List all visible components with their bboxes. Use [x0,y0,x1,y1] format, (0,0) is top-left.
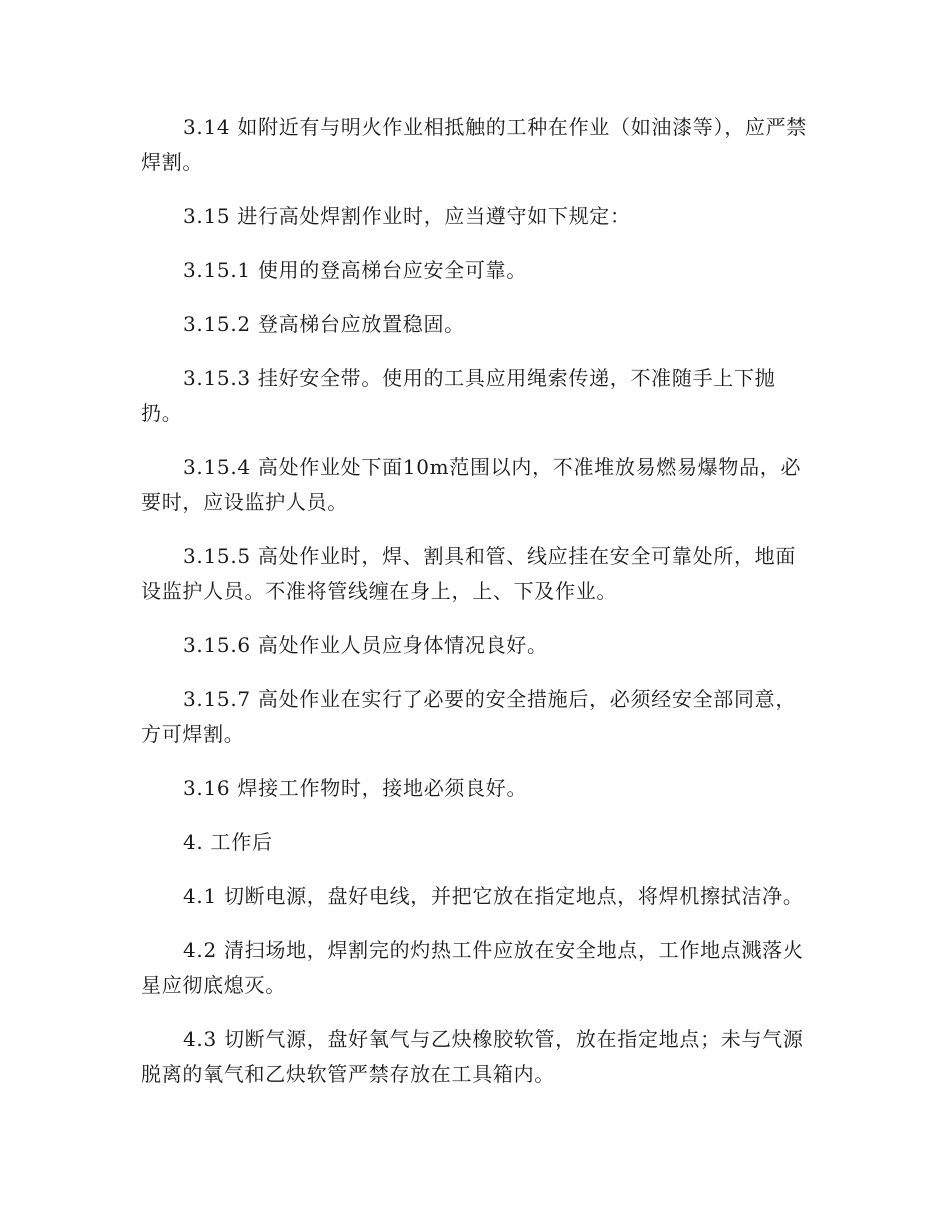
clause-3-15-5: 3.15.5 高处作业时，焊、割具和管、线应挂在安全可靠处所，地面设监护人员。不准将管线缠在身上，上、下及作业。 [141,544,797,603]
clause-4-1: 4.1 切断电源，盘好电线，并把它放在指定地点，将焊机擦拭洁净。 [183,884,804,908]
clause-4-3: 4.3 切断气源，盘好氧气与乙炔橡胶软管，放在指定地点；未与气源脱离的氧气和乙炔软管严禁存放在工具箱内。 [141,1027,804,1086]
clause-3-15-4: 3.15.4 高处作业处下面10m范围以内，不准堆放易燃易爆物品，必要时，应设监护人员。 [141,455,802,514]
clause-3-16: 3.16 焊接工作物时，接地必须良好。 [183,776,528,800]
clause-3-15-7: 3.15.7 高处作业在实行了必要的安全措施后，必须经安全部同意，方可焊割。 [141,687,797,746]
section-4-heading: 4. 工作后 [183,830,273,854]
clause-3-15: 3.15 进行高处焊割作业时，应当遵守如下规定： [183,204,631,228]
clause-3-15-2: 3.15.2 登高梯台应放置稳固。 [183,312,465,336]
clause-3-15-6: 3.15.6 高处作业人员应身体情况良好。 [183,633,548,657]
clause-3-15-3: 3.15.3 挂好安全带。使用的工具应用绳索传递，不准随手上下抛扔。 [141,366,776,425]
clause-3-15-1: 3.15.1 使用的登高梯台应安全可靠。 [183,258,527,282]
document-body [141,110,809,1111]
clause-3-14: 3.14 如附近有与明火作业相抵触的工种在作业（如油漆等），应严禁焊割。 [141,115,807,174]
clause-4-2: 4.2 清扫场地，焊割完的灼热工件应放在安全地点，工作地点溅落火星应彻底熄灭。 [141,938,804,997]
